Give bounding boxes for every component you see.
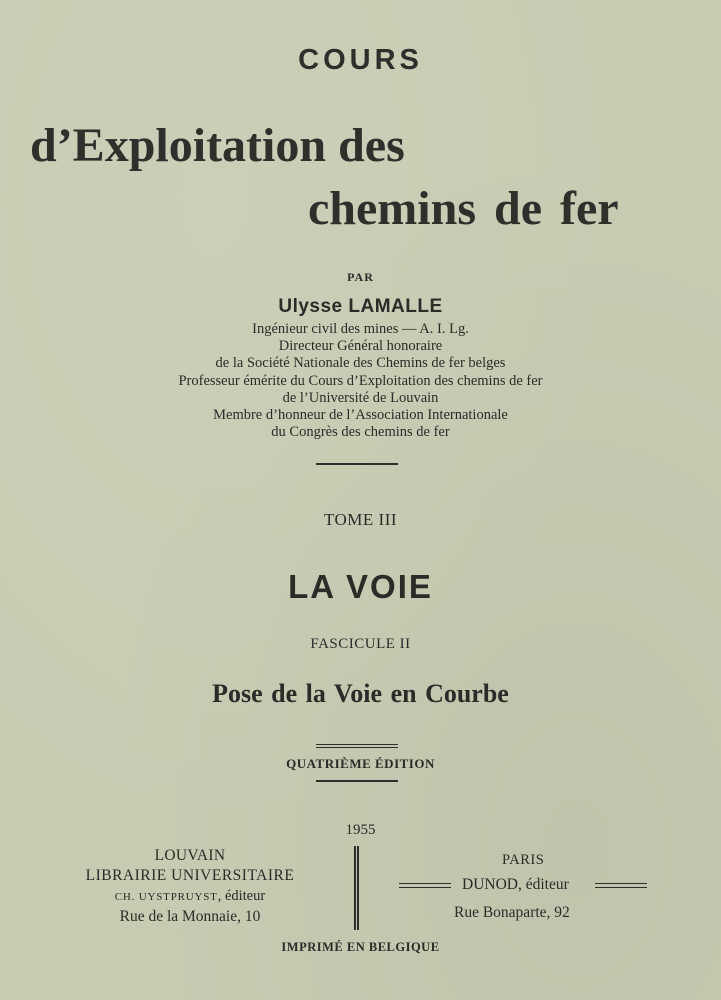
credential-line: Ingénieur civil des mines — A. I. Lg. — [252, 321, 469, 337]
credential-line: de l’Université de Louvain — [282, 389, 439, 406]
decorative-line — [399, 883, 451, 884]
fascicule-label: FASCICULE II — [310, 636, 411, 652]
credential-line: du Congrès des chemins de fer — [271, 424, 450, 441]
louvain-city: LOUVAIN — [154, 847, 226, 864]
edition-label: QUATRIÈME ÉDITION — [286, 756, 435, 771]
divider-rule — [316, 747, 398, 748]
credential-line: Membre d’honneur de l’Association Internationale — [213, 407, 508, 424]
credential-line: de la Société Nationale des Chemins de fer belges — [215, 355, 506, 372]
volume-subtitle: Pose de la Voie en Courbe — [212, 679, 509, 708]
vertical-divider — [357, 846, 359, 930]
louvain-publisher — [40, 886, 340, 907]
tome-label: TOME III — [323, 510, 398, 529]
credential-line: Professeur émérite du Cours d’Exploitation des chemins de fer — [178, 372, 543, 389]
decorative-line — [399, 887, 451, 888]
divider-rule — [316, 463, 398, 465]
divider-rule — [316, 744, 398, 745]
credential-line: Directeur Général honoraire — [278, 338, 443, 355]
main-title-line-1: d’Exploitation des — [30, 119, 405, 172]
vertical-divider — [354, 846, 356, 930]
decorative-line — [595, 883, 647, 884]
author-name: Ulysse LAMALLE — [278, 296, 443, 317]
louvain-address: Rue de la Monnaie, 10 — [119, 908, 261, 925]
publisher-role: , éditeur — [217, 888, 266, 904]
author-credentials — [0, 321, 721, 441]
paris-address: Rue Bonaparte, 92 — [454, 904, 570, 921]
divider-rule — [316, 780, 398, 782]
printed-in-label: IMPRIMÉ EN BELGIQUE — [281, 940, 440, 954]
louvain-library: LIBRAIRIE UNIVERSITAIRE — [85, 867, 295, 884]
publication-year: 1955 — [345, 822, 376, 838]
main-title-line-2: chemins de fer — [308, 182, 619, 235]
paris-city: PARIS — [502, 852, 545, 868]
series-heading: COURS — [298, 44, 423, 76]
decorative-line — [595, 887, 647, 888]
publisher-name: CH. UYSTPRUYST — [114, 891, 218, 903]
volume-title: LA VOIE — [288, 568, 433, 605]
louvain-imprint — [40, 846, 340, 927]
by-label: PAR — [347, 270, 374, 284]
paris-publisher: DUNOD, éditeur — [462, 876, 569, 893]
